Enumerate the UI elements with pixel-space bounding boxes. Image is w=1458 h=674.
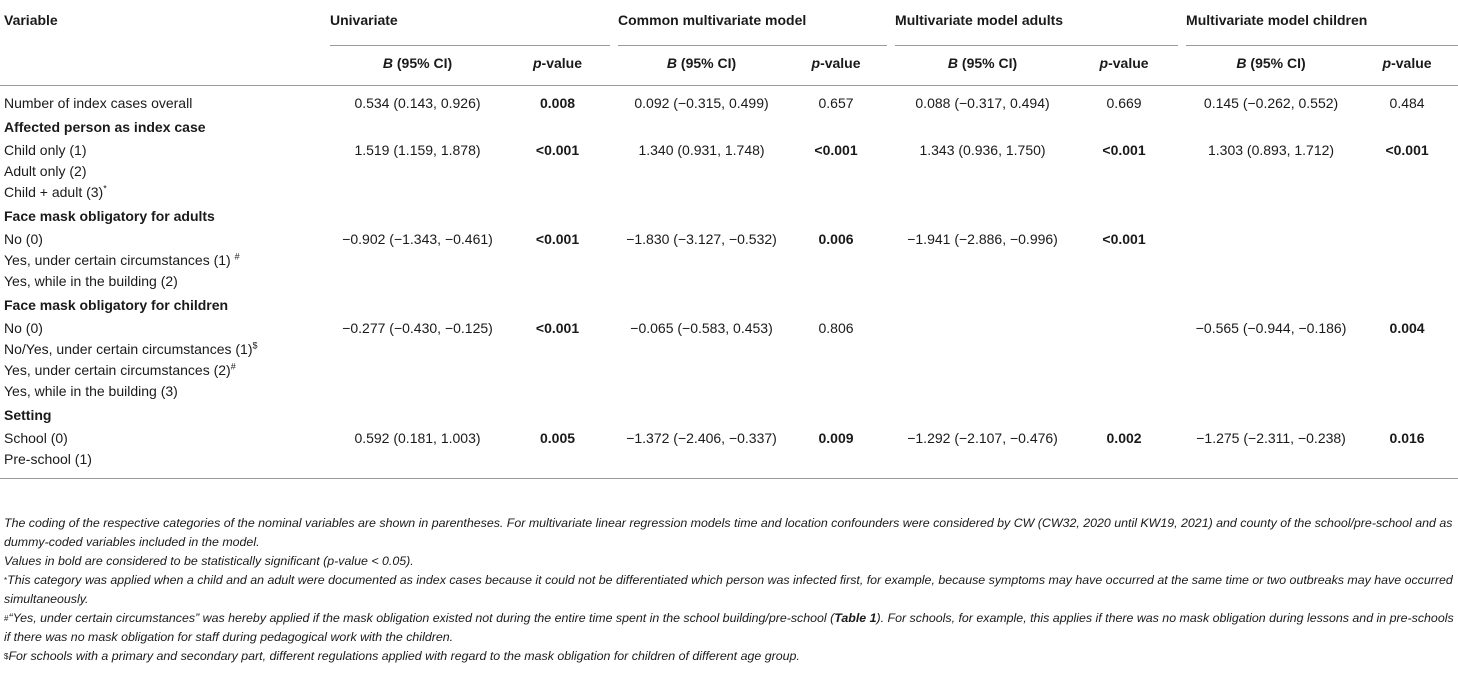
section-title: Setting [4,407,52,423]
cell-b: 1.340 (0.931, 1.748) [638,142,765,158]
category-label: No/Yes, under certain circumstances (1)$ [4,340,258,357]
section-row-setting [0,402,1458,428]
cell-b: 0.534 (0.143, 0.926) [354,95,481,111]
cell-b: 1.303 (0.893, 1.712) [1207,142,1335,158]
table-reference-link[interactable]: Table 1 [834,611,877,625]
section-row-mask-adults [0,203,1458,229]
cell-p-significant: <0.001 [1102,142,1146,158]
cell-b: −1.830 (−3.127, −0.532) [626,231,777,247]
footnote-mark: * [103,183,107,194]
cell-b: 1.519 (1.159, 1.878) [354,142,481,158]
cell-p-significant: 0.008 [539,95,576,111]
category-label: School (0) [4,430,68,446]
category-label: No (0) [4,231,43,247]
cell-p: 0.484 [1389,95,1425,111]
subheader-b: B (95% CI) [1186,46,1356,86]
category-label: Yes, while in the building (3) [4,383,178,399]
cell-b: −0.902 (−1.343, −0.461) [342,231,493,247]
footnote-hash: #“Yes, under certain circumstances” was hereby applied if the mask obligation existed not during the entire time spent in the school building/pre-school (Table 1). For schools, for example, this applies if there was no mask obligation during lessons and in pre-schools if there was no mask obligation for staff during pedagogical work with the children. [4,611,1454,644]
footnote-mark: $ [252,340,258,351]
table-row-index-case [0,140,1458,203]
cell-p-significant: 0.006 [818,231,854,247]
table-footnotes [4,514,1454,666]
subheader-row [0,46,1458,86]
section-title: Face mask obligatory for adults [4,208,215,224]
footnote-mark: * [4,576,8,585]
category-label: Yes, under certain circumstances (2)# [4,361,236,378]
section-title: Affected person as index case [4,119,206,135]
cell-p-significant: 0.004 [1389,320,1425,336]
section-title: Face mask obligatory for children [4,297,229,313]
category-label: Child + adult (3)* [4,183,107,200]
cell-b: −0.277 (−0.430, −0.125) [342,320,493,336]
row-label: Number of index cases overall [4,95,193,111]
cell-p: 0.657 [818,95,854,111]
cell-p-significant: <0.001 [1102,231,1146,247]
cell-p-significant: <0.001 [814,142,858,158]
footnote-dollar: $For schools with a primary and secondary part, different regulations applied with regard to the mask obligation for children of different age group. [4,649,800,663]
cell-p: 0.806 [818,320,854,336]
subheader-p: p-value [505,46,610,86]
footnote-mark: # [4,614,9,623]
footnote-mark: $ [4,652,9,661]
subheader-b: B (95% CI) [895,46,1070,86]
table-row-index-cases [0,86,1458,115]
cell-b: −1.941 (−2.886, −0.996) [907,231,1058,247]
subheader-b: B (95% CI) [618,46,785,86]
cell-b: 0.088 (−0.317, 0.494) [915,95,1050,111]
header-multivariate-children: Multivariate model children [1186,0,1458,46]
category-label: Yes, under certain circumstances (1) # [4,251,240,268]
category-label: Yes, while in the building (2) [4,273,178,289]
table-row-setting [0,428,1458,479]
cell-p-significant: <0.001 [535,231,580,247]
subheader-p: p-value [1356,46,1458,86]
header-variable: Variable [4,12,58,28]
category-label: Pre-school (1) [4,451,92,467]
cell-b: 0.145 (−0.262, 0.552) [1203,95,1339,111]
category-label: No (0) [4,320,43,336]
table-row-mask-adults [0,229,1458,292]
header-row [0,0,1458,46]
section-row-mask-children [0,292,1458,318]
cell-p-significant: 0.002 [1106,430,1142,446]
cell-b: −1.292 (−2.107, −0.476) [907,430,1058,446]
header-univariate: Univariate [330,0,610,46]
header-multivariate-adults: Multivariate model adults [895,0,1178,46]
footnote-mark: # [234,251,240,262]
section-row-index-case [0,114,1458,140]
subheader-p: p-value [1070,46,1178,86]
footnote-significance: Values in bold are considered to be statistically significant (p-value < 0.05). [4,554,414,568]
category-label: Adult only (2) [4,163,87,179]
subheader-b: B (95% CI) [330,46,505,86]
cell-p-significant: 0.009 [818,430,854,446]
cell-b: −1.275 (−2.311, −0.238) [1196,430,1346,446]
category-label: Child only (1) [4,142,87,158]
cell-b: 1.343 (0.936, 1.750) [919,142,1046,158]
footnote-asterisk: *This category was applied when a child and an adult were documented as index cases because it could not be differentiated which person was infected first, for example, because symptoms may have occurred at the same time or two outbreaks may have occurred simultaneously. [4,573,1453,606]
cell-p-significant: <0.001 [1385,142,1429,158]
cell-b: 0.092 (−0.315, 0.499) [634,95,769,111]
footnote-coding: The coding of the respective categories of the nominal variables are shown in parentheses. For multivariate linear regression models time and location confounders were considered by CW (CW32, 2020 until KW19, 2021) and county of the school/pre-school and as dummy-coded variables included in the model. [4,516,1453,549]
footnote-mark: # [230,361,236,372]
cell-p-significant: 0.005 [539,430,576,446]
cell-b: −1.372 (−2.406, −0.337) [626,430,777,446]
cell-b: 0.592 (0.181, 1.003) [354,430,481,446]
cell-b: −0.565 (−0.944, −0.186) [1195,320,1347,336]
cell-p-significant: <0.001 [535,320,580,336]
cell-p-significant: <0.001 [535,142,580,158]
header-common-multivariate: Common multivariate model [618,0,887,46]
subheader-p: p-value [785,46,887,86]
table-row-mask-children [0,318,1458,402]
cell-p: 0.669 [1106,95,1142,111]
cell-p-significant: 0.016 [1389,430,1425,446]
cell-b: −0.065 (−0.583, 0.453) [630,320,773,336]
